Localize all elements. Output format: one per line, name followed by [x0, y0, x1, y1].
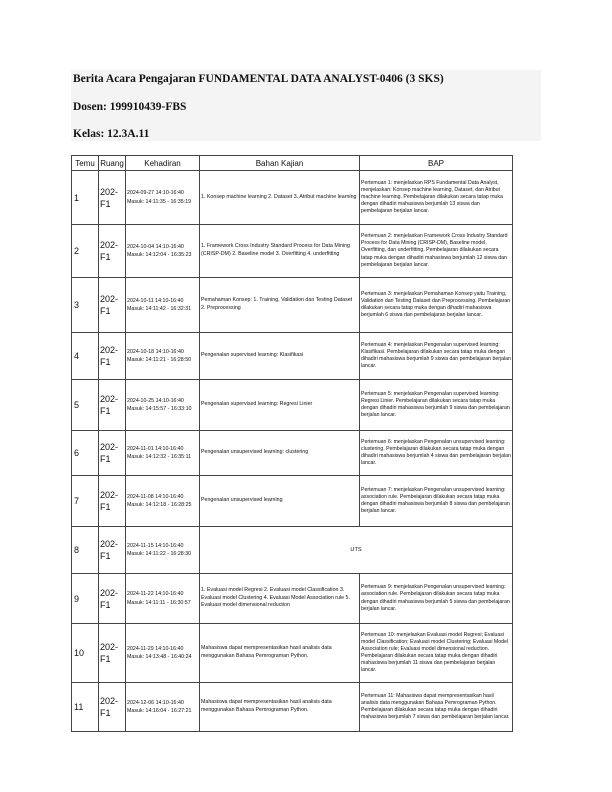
meeting-number: 2: [72, 225, 99, 278]
col-bap: BAP: [360, 156, 513, 171]
teaching-report: Pertemuan 4: menjelaskan Pengenalan supervised learning: Klasifikasi. Pembelajaran dilakukan secara tatap muka dengan dihadiri mahasiswa berjumlah 9 siswa dan pembelajaran berjalan lancar.: [360, 333, 513, 380]
table-row: [72, 225, 513, 278]
attendance: [126, 527, 200, 574]
study-material: 1. Framework Cross Industry Standard Process for Data Mining (CRISP-DM) 2. Baseline model 3. Overfitting 4. underfitting: [200, 225, 360, 278]
check-in-time: Masuk: 14:13:48 - 16:40:24: [127, 654, 192, 660]
table-row: [72, 171, 513, 225]
table-row: [72, 624, 513, 683]
meeting-number: 9: [72, 574, 99, 624]
teaching-report: Pertemuan 5: menjelaskan Pengenalan supervised learning: Regresi Linier. Pembelajaran dilakukan secara tatap muka dengan dihadiri mahasiswa berjumlah 9 siswa dan pembelajaran berjalan lancar.: [360, 380, 513, 431]
teaching-report: Pertemuan 11: Mahasiswa dapat mempresentasikan hasil analisis data menggunakan Bahasa Pemrograman Python. Pembelajaran dilakukan secara tatap muka dengan dihadiri mahasiswa berjumlah 7 siswa dan pembelajaran berjalan lancar.: [360, 683, 513, 732]
meeting-number: 6: [72, 431, 99, 476]
check-in-time: Masuk: 14:11:42 - 16:32:31: [127, 306, 192, 312]
document-title: Berita Acara Pengajaran FUNDAMENTAL DATA ANALYST-0406 (3 SKS): [73, 73, 444, 85]
meeting-number: 1: [72, 171, 99, 225]
lecturer-label: Dosen: 199910439-FBS: [73, 101, 187, 113]
meeting-number: 7: [72, 476, 99, 527]
schedule-time: 2024-11-01 14:10-16:40: [127, 445, 184, 452]
study-material: Pengenalan supervised learning: Klasifikasi: [200, 333, 360, 380]
room: 202-F1: [99, 431, 126, 476]
check-in-time: Masuk: 14:12:18 - 16:28:25: [127, 502, 192, 508]
attendance: [126, 380, 200, 431]
schedule-time: 2024-10-18 14:10-16:40: [127, 348, 184, 355]
teaching-report: Pertemuan 2: menjelaskan Framework Cross Industry Standard Process for Data Mining (CRISP-DM), Baseline model, Overfitting, dan underfitting. Pembelajaran dilakukan secara tatap muka dengan dihadiri mahasiswa berjumlah 12 siswa dan pembelajaran berjalan lancar.: [360, 225, 513, 278]
study-material: 1. Evaluasi model Regresi 2. Evaluasi model Classification 3. Evaluasi model Clustering 4. Evaluasi Model Association rule 5. Evaluasi model dimensional reduction: [200, 574, 360, 624]
exam-label: UTS: [200, 527, 513, 574]
room: 202-F1: [99, 380, 126, 431]
check-in-time: Masuk: 14:16:04 - 16:27:21: [127, 708, 192, 714]
study-material: Pengenalan unsupervised learning: [200, 476, 360, 527]
schedule-time: 2024-10-25 14:10-16:40: [127, 397, 184, 404]
schedule-time: 2024-11-08 14:10-16:40: [127, 493, 184, 500]
study-material: Mahasiswa dapat mempresentasikan hasil analisis data menggunakan Bahasa Pemrograman Python.: [200, 683, 360, 732]
study-material: 1. Konsep machine learning 2. Dataset 3. Atribut machine learning: [200, 171, 360, 225]
schedule-time: 2024-09-27 14:10-16:40: [127, 190, 184, 197]
table-row: [72, 527, 513, 574]
attendance: [126, 278, 200, 333]
room: 202-F1: [99, 476, 126, 527]
meeting-number: 8: [72, 527, 99, 574]
col-temu: Temu: [72, 156, 99, 171]
schedule-time: 2024-12-06 14:10-16:40: [127, 699, 184, 706]
teaching-report: Pertemuan 1: menjelaskan RPS Fundamental Data Analyst, menjelaskan: Konsep machine learning, Dataset, dan Atribut machine learning. Pembelajaran dilakukan secara tatap muka dengan dihadiri mahasiswa berjumlah 13 siswa dan pembelajaran berjalan lancar.: [360, 171, 513, 225]
col-bahan-kajian: Bahan Kajian: [200, 156, 360, 171]
attendance: [126, 333, 200, 380]
attendance-table: [71, 155, 513, 732]
table-row: [72, 278, 513, 333]
class-label: Kelas: 12.3A.11: [73, 128, 150, 140]
check-in-time: Masuk: 14:11:11 - 16:30:57: [127, 599, 191, 606]
check-in-time: Masuk: 14:11:21 - 16:28:50: [127, 357, 192, 363]
schedule-time: 2024-11-15 14:10-16:40: [127, 542, 184, 549]
meeting-number: 5: [72, 380, 99, 431]
teaching-report: Pertemuan 3: menjelaskan Pemahaman Konsep yaitu Training, Validation dan Testing Dataset dan Preprocessing. Pembelajaran dilakukan secara tatap muka dengan dihadiri mahasiswa berjumlah 6 siswa dan pembelajaran berjalan lancar.: [360, 278, 513, 333]
room: 202-F1: [99, 333, 126, 380]
room: 202-F1: [99, 171, 126, 225]
room: 202-F1: [99, 683, 126, 732]
teaching-report: Pertemuan 6: menjelaskan Pengenalan unsupervised learning: clustering. Pembelajaran dilakukan secara tatap muka dengan dihadiri mahasiswa berjumlah 4 siswa dan pembelajaran berjalan lancar.: [360, 431, 513, 476]
room: 202-F1: [99, 527, 126, 574]
table-row: [72, 476, 513, 527]
check-in-time: Masuk: 14:12:04 - 16:35:23: [127, 252, 192, 258]
room: 202-F1: [99, 574, 126, 624]
document-header: [71, 70, 541, 141]
study-material: Pengenalan unsupervised learning: clustering: [200, 431, 360, 476]
check-in-time: Masuk: 14:11:35 - 16:35:19: [127, 198, 192, 205]
attendance: [126, 431, 200, 476]
attendance: [126, 683, 200, 732]
attendance: [126, 574, 200, 624]
table-row: [72, 574, 513, 624]
teaching-report: Pertemuan 10: menjelaskan Evaluasi model Regresi; Evaluasi model Classification; Evaluasi model Clustering; Evaluasi Model Association rule; Evaluasi model dimensional reduction. Pembelajaran dilakukan secara tatap muka dengan dihadiri mahasiswa berjumlah 11 siswa dan pembelajaran berjalan lancar.: [360, 624, 513, 683]
schedule-time: 2024-11-22 14:10-16:40: [127, 591, 184, 598]
study-material: Mahasiswa dapat mempresentasikan hasil analisis data menggunakan Bahasa Pemrograman Python.: [200, 624, 360, 683]
room: 202-F1: [99, 624, 126, 683]
attendance: [126, 476, 200, 527]
check-in-time: Masuk: 14:11:22 - 16:28:30: [127, 551, 192, 557]
attendance: [126, 225, 200, 278]
meeting-number: 3: [72, 278, 99, 333]
table-header-row: [72, 156, 513, 171]
schedule-time: 2024-10-11 14:10-16:40: [127, 297, 184, 304]
check-in-time: Masuk: 14:15:57 - 16:33:10: [127, 406, 192, 412]
schedule-time: 2024-11-29 14:10-16:40: [127, 645, 184, 652]
attendance: [126, 171, 200, 225]
table-row: [72, 333, 513, 380]
room: 202-F1: [99, 278, 126, 333]
teaching-report: Pertemuan 9: menjelaskan Pengenalan unsupervised learning: association rule. Pembelajaran dilakukan secara tatap muka dengan dihadiri mahasiswa berjumlah 5 siswa dan pembelajaran berjalan lancar.: [360, 574, 513, 624]
table-row: [72, 380, 513, 431]
study-material: Pengenalan supervised learning: Regresi Linier: [200, 380, 360, 431]
room: 202-F1: [99, 225, 126, 278]
col-ruang: Ruang: [99, 156, 126, 171]
attendance: [126, 624, 200, 683]
meeting-number: 4: [72, 333, 99, 380]
meeting-number: 10: [72, 624, 99, 683]
study-material: Pemahaman Konsep: 1. Training, Validation dan Testing Dataset 2. Preprocessing: [200, 278, 360, 333]
table-row: [72, 683, 513, 732]
schedule-time: 2024-10-04 14:10-16:40: [127, 243, 184, 250]
col-kehadiran: Kehadiran: [126, 156, 200, 171]
meeting-number: 11: [72, 683, 99, 732]
check-in-time: Masuk: 14:12:32 - 16:35:11: [127, 454, 192, 460]
teaching-report: Pertemuan 7: menjelaskan Pengenalan unsupervised learning: association rule. Pembelajaran dilakukan secara tatap muka dengan dihadiri mahasiswa berjumlah 8 siswa dan pembelajaran berjalan lancar.: [360, 476, 513, 527]
table-row: [72, 431, 513, 476]
